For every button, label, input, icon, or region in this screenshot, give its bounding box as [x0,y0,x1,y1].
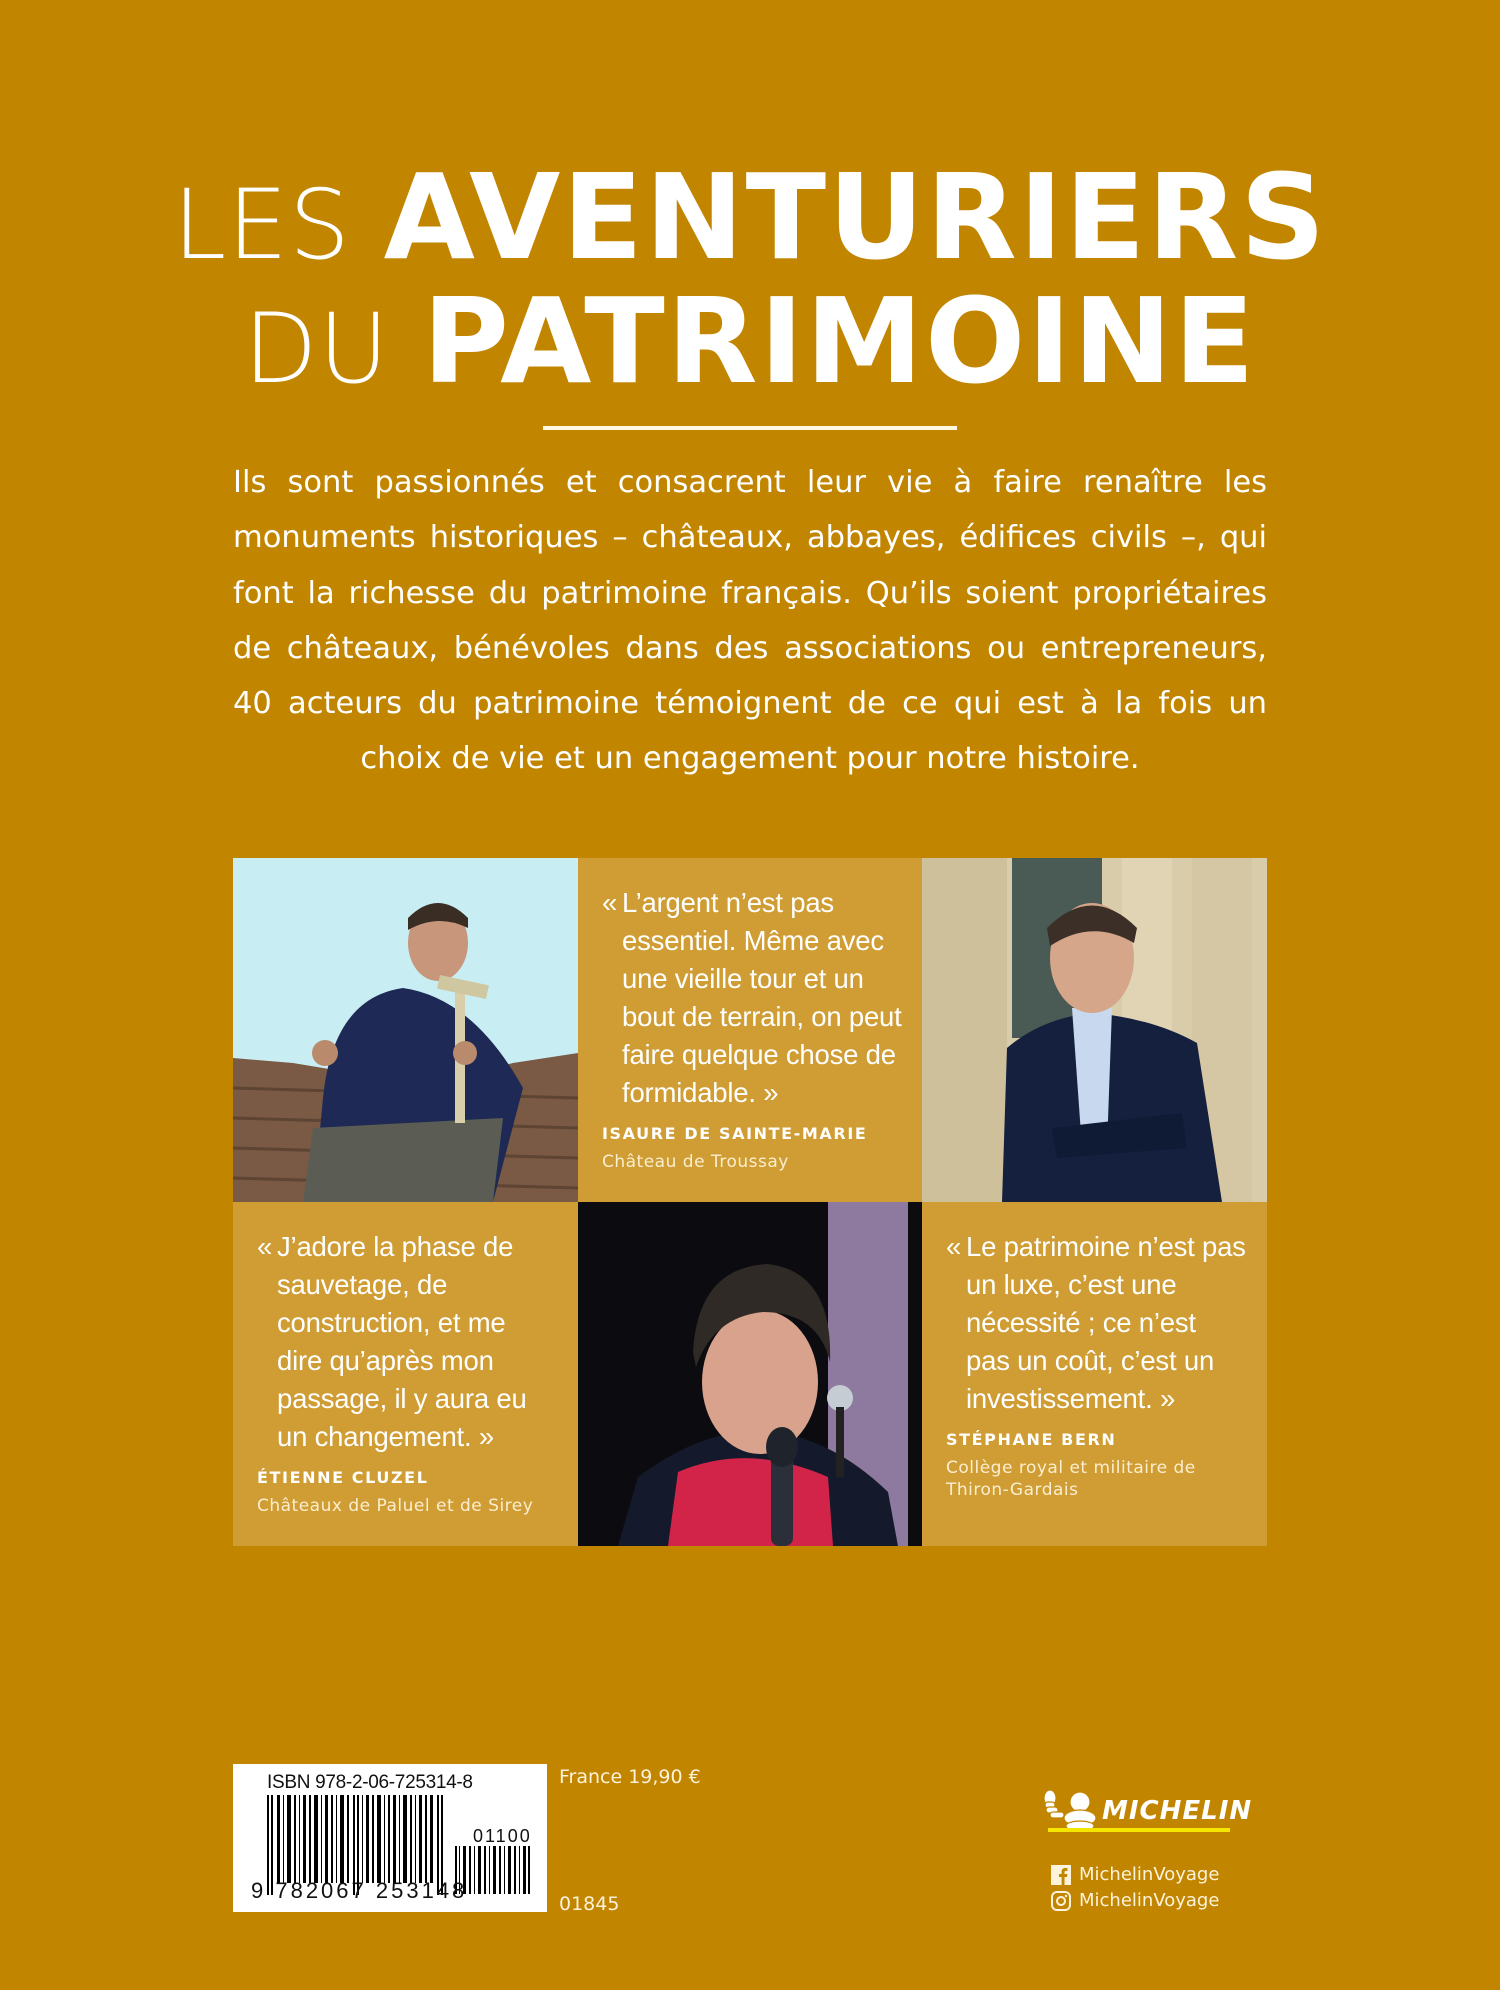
photo-man-with-hammer [233,858,578,1202]
ean-digits: 9 782067 253148 [251,1878,468,1903]
title-patrimoine: PATRIMOINE [422,272,1257,410]
michelin-wordmark: MICHELIN [1102,1796,1253,1826]
facebook-handle: MichelinVoyage [1079,1864,1220,1885]
intro-text: Ils sont passionnés et consacrent leur vie à faire renaître les monuments historiques – châteaux, abbayes, édifices civils –, qui font la richesse du patrimoine français. Qu’ils soient propriétaires de châteaux, bénévoles dans des associations ou entrepreneurs, 40 acteurs du patrimoine témoignent de ce qui est à la fois un choix de vie et un engagement pour notre histoire. [233,465,1267,777]
open-quote-mark: « [946,1231,962,1262]
title-line-2 [0,272,1500,410]
open-quote-mark: « [257,1231,273,1262]
title-du: DU [243,293,390,405]
quote-place-1: Château de Troussay [602,1152,789,1172]
photo-man-in-blazer [922,858,1267,1202]
quote-author-1: ISAURE DE SAINTE-MARIE [602,1124,868,1143]
title-line-1 [0,148,1500,286]
instagram-link[interactable] [1051,1890,1219,1911]
isbn-label: ISBN 978-2-06-725314-8 [267,1772,473,1793]
quote-text-1: « L’argent n’est pas essentiel. Même avec une vieille tour et un bout de terrain, on peut faire quelque chose de formidable. » [602,884,902,1112]
title-divider [543,426,957,430]
quote-text-2: « J’adore la phase de sauvetage, de construction, et me dire qu’après mon passage, il y aura eu un changement. » [257,1228,558,1456]
photo-image [233,858,578,1202]
price-label: France 19,90 € [559,1766,701,1788]
quote-author-2: ÉTIENNE CLUZEL [257,1468,429,1487]
quote-text-3: « Le patrimoine n’est pas un luxe, c’est une nécessité ; ce n’est pas un coût, c’est un investissement. » [946,1228,1247,1418]
facebook-link[interactable] [1051,1864,1219,1885]
quote-tile-3 [922,1202,1267,1546]
quote-tile-2 [233,1202,578,1546]
product-code: 01845 [559,1893,620,1915]
addon-digits: 01100 [473,1826,532,1846]
michelin-logo [1040,1788,1270,1838]
michelin-yellow-bar [1048,1828,1230,1832]
photo-woman-with-microphone [578,1202,922,1546]
quote-place-3: Collège royal et militaire de Thiron-Gardais [946,1458,1196,1500]
photo-image [578,1202,922,1546]
instagram-handle: MichelinVoyage [1079,1890,1220,1911]
photo-image [922,858,1267,1202]
quote-author-3: STÉPHANE BERN [946,1430,1117,1449]
title-aventuriers: AVENTURIERS [383,148,1328,286]
facebook-icon [1051,1865,1071,1885]
instagram-icon [1051,1891,1071,1911]
testimonial-grid [233,858,1267,1546]
quote-tile-1 [578,858,922,1202]
intro-paragraph [233,455,1267,787]
quote-place-2: Châteaux de Paluel et de Sirey [257,1496,534,1516]
open-quote-mark: « [602,887,618,918]
isbn-barcode [233,1764,547,1912]
bibendum-icon [1040,1788,1102,1830]
title-les: LES [172,169,351,281]
